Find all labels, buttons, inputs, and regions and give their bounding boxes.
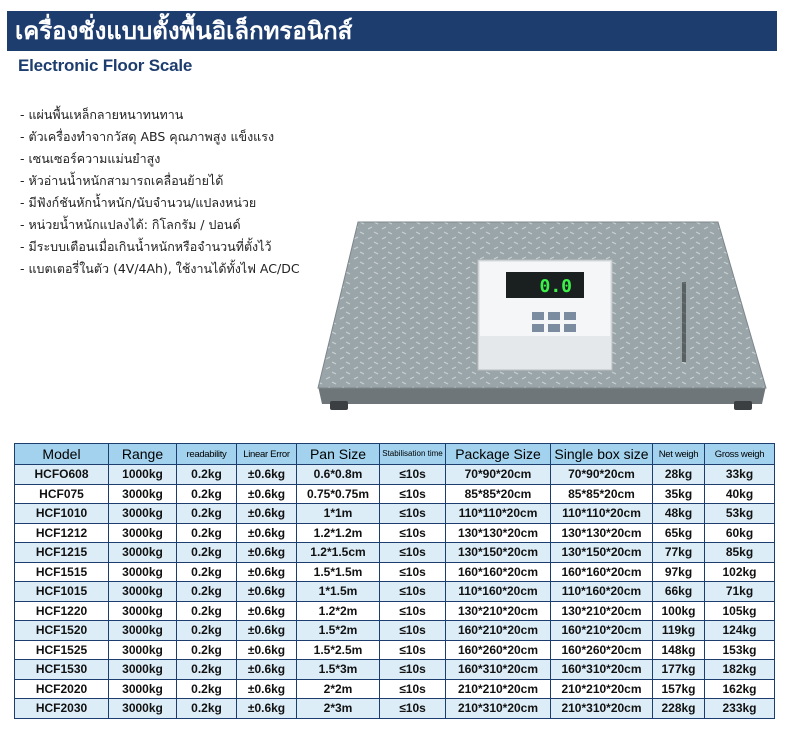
table-cell: HCFO608 [15,465,109,485]
table-cell: ≤10s [380,699,446,719]
table-cell: 233kg [705,699,775,719]
col-header: Linear Error [237,444,297,465]
table-cell: 60kg [705,523,775,543]
table-cell: 0.2kg [177,601,237,621]
table-cell: 85*85*20cm [551,484,653,504]
table-cell: 3000kg [109,601,177,621]
title-banner [7,11,777,51]
table-cell: HCF1520 [15,621,109,641]
table-cell: HCF1530 [15,660,109,680]
table-cell: ±0.6kg [237,699,297,719]
table-cell: 71kg [705,582,775,602]
table-cell: ±0.6kg [237,484,297,504]
table-cell: ≤10s [380,562,446,582]
table-cell: HCF1015 [15,582,109,602]
table-cell: 130*150*20cm [551,543,653,563]
table-cell: 0.2kg [177,465,237,485]
feature-item: - แบตเตอรี่ในตัว (4V/4Ah), ใช้งานได้ทั้งไฟ AC/DC [20,258,300,280]
spec-table [14,443,775,719]
table-cell: 100kg [653,601,705,621]
table-cell: 160*260*20cm [551,640,653,660]
col-header: Pan Size [297,444,380,465]
table-cell: 3000kg [109,699,177,719]
table-cell: 160*160*20cm [446,562,551,582]
table-cell: HCF1220 [15,601,109,621]
table-cell: ±0.6kg [237,660,297,680]
table-cell: 0.2kg [177,543,237,563]
table-cell: 130*150*20cm [446,543,551,563]
table-cell: ≤10s [380,679,446,699]
table-cell: ≤10s [380,484,446,504]
table-cell: 1.5*2m [297,621,380,641]
table-cell: 110*160*20cm [551,582,653,602]
table-cell: 35kg [653,484,705,504]
col-header: Net weigh [653,444,705,465]
table-cell: 0.2kg [177,523,237,543]
table-row [15,621,775,641]
table-cell: 3000kg [109,679,177,699]
table-cell: 3000kg [109,562,177,582]
page-subtitle: Electronic Floor Scale [18,56,193,75]
table-cell: 3000kg [109,543,177,563]
table-cell: 1.2*1.2m [297,523,380,543]
cable [682,282,686,362]
table-cell: 130*210*20cm [551,601,653,621]
table-cell: 182kg [705,660,775,680]
table-row [15,465,775,485]
table-cell: 0.2kg [177,679,237,699]
table-cell: ≤10s [380,660,446,680]
table-cell: ±0.6kg [237,679,297,699]
table-row [15,660,775,680]
table-cell: 130*210*20cm [446,601,551,621]
table-cell: 119kg [653,621,705,641]
table-cell: 130*130*20cm [551,523,653,543]
table-cell: 77kg [653,543,705,563]
table-cell: ≤10s [380,582,446,602]
feature-list [20,104,300,280]
table-cell: 105kg [705,601,775,621]
display-readout: 0.0 [539,276,572,297]
table-cell: 102kg [705,562,775,582]
table-cell: 160*210*20cm [551,621,653,641]
table-cell: ±0.6kg [237,562,297,582]
feature-item: - มีระบบเตือนเมื่อเกินน้ำหนักหรือจำนวนที่ตั้งไว้ [20,236,300,258]
table-cell: 65kg [653,523,705,543]
col-header: Package Size [446,444,551,465]
table-cell: 210*210*20cm [551,679,653,699]
table-cell: 1.5*2.5m [297,640,380,660]
table-cell: 1.5*1.5m [297,562,380,582]
table-cell: 160*260*20cm [446,640,551,660]
table-cell: 70*90*20cm [446,465,551,485]
table-cell: ≤10s [380,465,446,485]
table-cell: HCF1212 [15,523,109,543]
table-cell: 110*110*20cm [551,504,653,524]
col-header: Model [15,444,109,465]
table-cell: ≤10s [380,523,446,543]
feature-item: - เซนเซอร์ความแม่นยำสูง [20,148,300,170]
table-cell: 1*1.5m [297,582,380,602]
table-row [15,562,775,582]
table-row [15,484,775,504]
table-cell: ±0.6kg [237,601,297,621]
floor-scale-photo [296,216,784,412]
table-cell: 0.2kg [177,582,237,602]
table-cell: 53kg [705,504,775,524]
table-cell: ±0.6kg [237,523,297,543]
table-cell: 3000kg [109,640,177,660]
table-cell: 0.2kg [177,699,237,719]
table-cell: 3000kg [109,523,177,543]
weight-indicator [478,260,612,370]
feature-item: - มีฟังก์ชันหักน้ำหนัก/นับจำนวน/แปลงหน่วย [20,192,300,214]
scale-foot [734,401,752,410]
table-cell: 1.5*3m [297,660,380,680]
col-header: Single box size [551,444,653,465]
table-cell: 2*3m [297,699,380,719]
table-cell: HCF2030 [15,699,109,719]
table-cell: ±0.6kg [237,640,297,660]
page-title-thai: เครื่องชั่งแบบตั้งพื้นอิเล็กทรอนิกส์ [15,17,353,45]
table-cell: HCF1525 [15,640,109,660]
table-cell: ±0.6kg [237,543,297,563]
table-cell: 1.2*2m [297,601,380,621]
table-cell: ≤10s [380,504,446,524]
table-cell: ≤10s [380,543,446,563]
table-cell: 162kg [705,679,775,699]
table-cell: 85kg [705,543,775,563]
table-cell: HCF1515 [15,562,109,582]
table-cell: 110*160*20cm [446,582,551,602]
col-header: Gross weigh [705,444,775,465]
table-cell: 110*110*20cm [446,504,551,524]
table-cell: 0.2kg [177,640,237,660]
table-cell: 0.2kg [177,484,237,504]
feature-item: - ตัวเครื่องทำจากวัสดุ ABS คุณภาพสูง แข็งแรง [20,126,300,148]
table-cell: ±0.6kg [237,504,297,524]
col-header: readability [177,444,237,465]
table-cell: HCF2020 [15,679,109,699]
table-row [15,543,775,563]
table-cell: 210*210*20cm [446,679,551,699]
table-cell: ±0.6kg [237,582,297,602]
table-row [15,582,775,602]
table-cell: ≤10s [380,640,446,660]
table-cell: 0.2kg [177,504,237,524]
feature-item: - หัวอ่านน้ำหนักสามารถเคลื่อนย้ายได้ [20,170,300,192]
table-cell: 160*160*20cm [551,562,653,582]
table-cell: 177kg [653,660,705,680]
table-cell: 160*310*20cm [446,660,551,680]
table-cell: 0.75*0.75m [297,484,380,504]
table-cell: 3000kg [109,504,177,524]
table-cell: 97kg [653,562,705,582]
table-cell: 228kg [653,699,705,719]
table-cell: ±0.6kg [237,465,297,485]
table-cell: 28kg [653,465,705,485]
feature-item: - หน่วยน้ำหนักแปลงได้: กิโลกรัม / ปอนด์ [20,214,300,236]
table-cell: HCF1010 [15,504,109,524]
table-row [15,699,775,719]
col-header: Stabilisation time [380,444,446,465]
table-cell: 33kg [705,465,775,485]
table-cell: 1000kg [109,465,177,485]
feature-item: - แผ่นพื้นเหล็กลายหนาทนทาน [20,104,300,126]
table-cell: HCF075 [15,484,109,504]
table-cell: 3000kg [109,660,177,680]
table-row [15,504,775,524]
table-cell: 2*2m [297,679,380,699]
table-cell: 148kg [653,640,705,660]
table-cell: 40kg [705,484,775,504]
table-cell: 0.2kg [177,660,237,680]
table-cell: ±0.6kg [237,621,297,641]
table-header-row [15,444,775,465]
table-cell: 210*310*20cm [551,699,653,719]
table-cell: 66kg [653,582,705,602]
table-cell: 160*210*20cm [446,621,551,641]
table-cell: 160*310*20cm [551,660,653,680]
table-cell: 48kg [653,504,705,524]
table-cell: 124kg [705,621,775,641]
table-cell: 0.2kg [177,621,237,641]
table-cell: 1.2*1.5cm [297,543,380,563]
table-cell: 157kg [653,679,705,699]
table-cell: 210*310*20cm [446,699,551,719]
table-cell: 130*130*20cm [446,523,551,543]
table-cell: 153kg [705,640,775,660]
table-cell: 3000kg [109,582,177,602]
table-cell: 1*1m [297,504,380,524]
table-cell: ≤10s [380,601,446,621]
table-row [15,523,775,543]
table-row [15,640,775,660]
table-row [15,601,775,621]
table-cell: 0.2kg [177,562,237,582]
table-cell: HCF1215 [15,543,109,563]
col-header: Range [109,444,177,465]
table-cell: 3000kg [109,484,177,504]
table-cell: 70*90*20cm [551,465,653,485]
scale-foot [330,401,348,410]
table-cell: 3000kg [109,621,177,641]
table-row [15,679,775,699]
table-cell: 85*85*20cm [446,484,551,504]
table-cell: 0.6*0.8m [297,465,380,485]
table-cell: ≤10s [380,621,446,641]
scale-side [318,386,766,404]
